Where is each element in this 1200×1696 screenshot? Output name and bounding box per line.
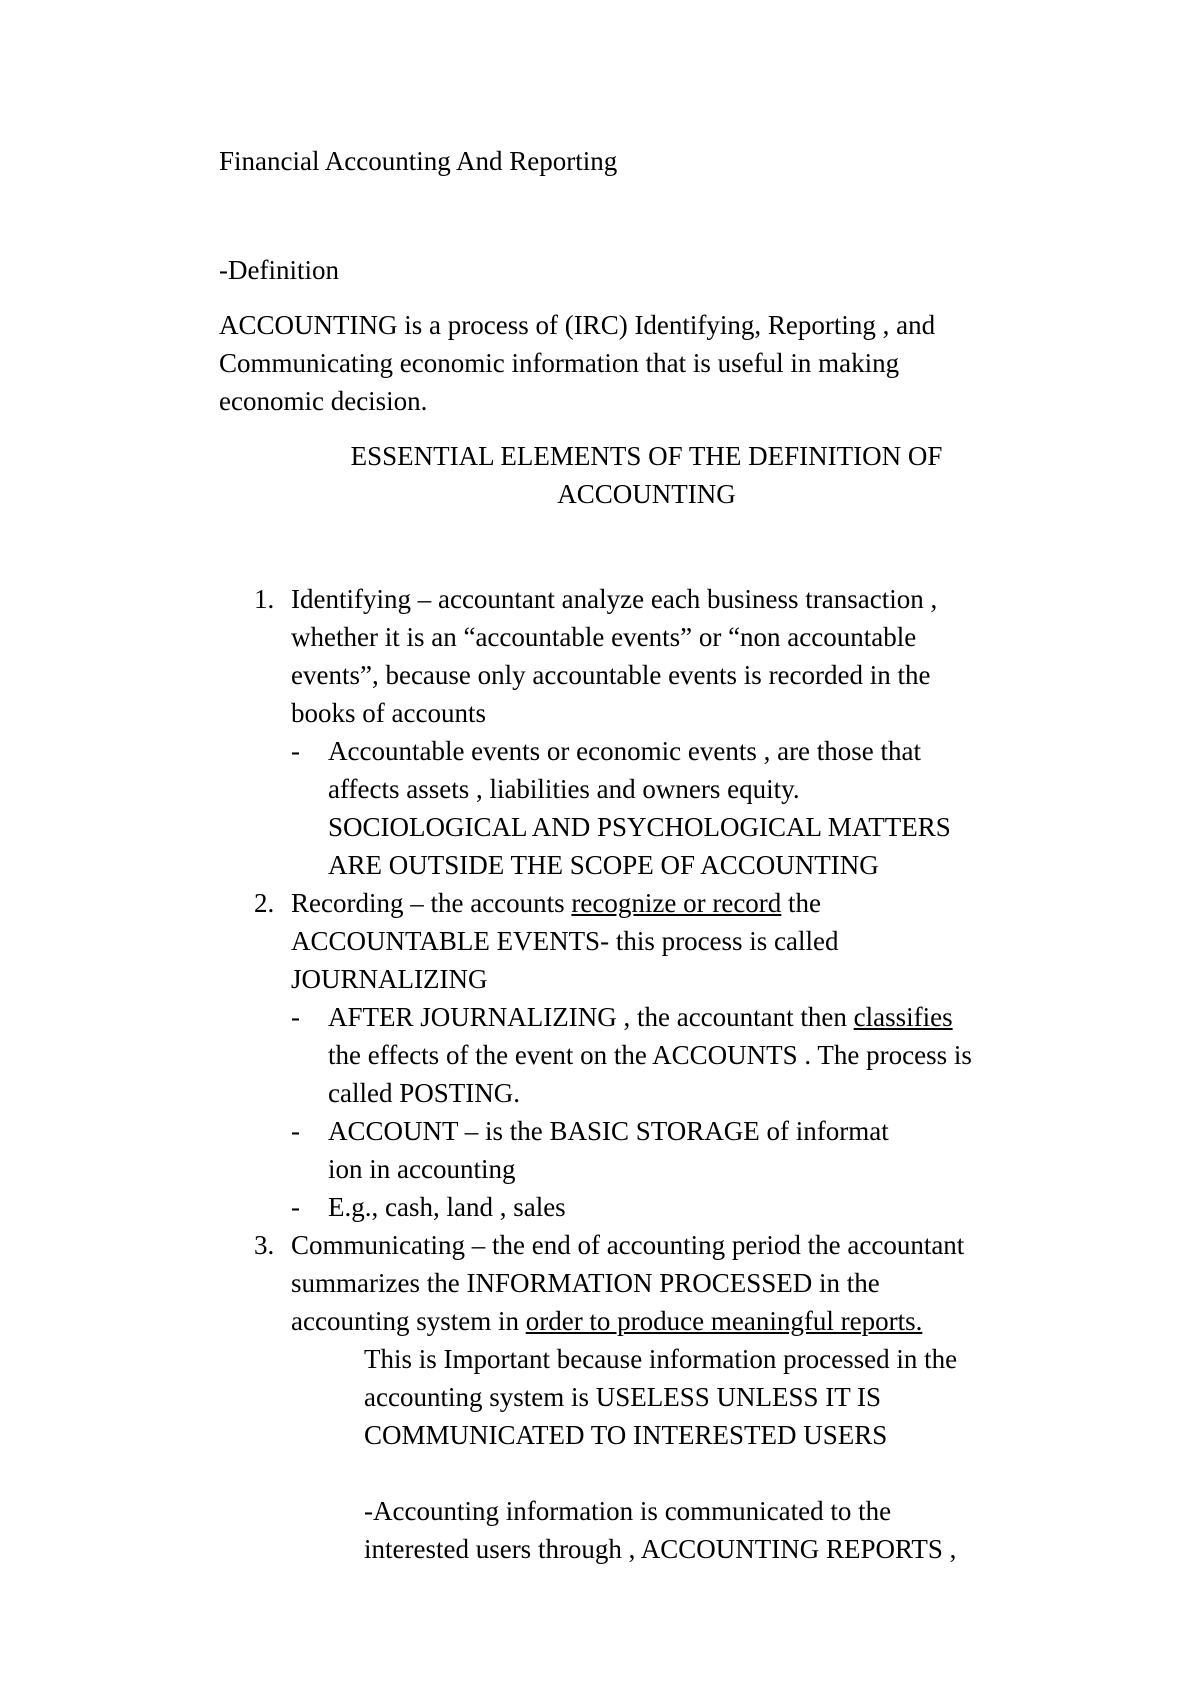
definition-paragraph <box>219 306 1079 420</box>
dash-bullet: - <box>291 736 300 766</box>
list-number: 3. <box>254 1230 275 1260</box>
note-line: -Accounting information is communicated to the <box>364 1496 892 1526</box>
item-line: books of accounts <box>291 698 486 728</box>
note-line: accounting system is USELESS UNLESS IT IS <box>364 1382 882 1412</box>
definition-line: ACCOUNTING is a process of (IRC) Identifying, Reporting , and <box>219 310 936 340</box>
item-line: whether it is an “accountable events” or “non accountable <box>291 622 917 652</box>
list-number: 1. <box>254 584 275 614</box>
sub-item <box>291 732 1200 884</box>
item-line: events”, because only accountable events is recorded in the <box>291 660 931 690</box>
sub-line: SOCIOLOGICAL AND PSYCHOLOGICAL MATTERS <box>328 812 951 842</box>
note-line: COMMUNICATED TO INTERESTED USERS <box>364 1420 888 1450</box>
text-run: accounting system in <box>291 1306 526 1336</box>
item-line <box>291 1302 1200 1340</box>
definition-line: economic decision. <box>219 386 428 416</box>
item-line <box>291 884 1200 922</box>
text-run: the <box>781 888 822 918</box>
sub-item <box>291 1112 1200 1188</box>
sub-line: ARE OUTSIDE THE SCOPE OF ACCOUNTING <box>328 850 879 880</box>
sub-list <box>291 998 1200 1226</box>
sub-line: ACCOUNT – is the BASIC STORAGE of informat <box>328 1116 889 1146</box>
importance-note <box>291 1340 1200 1568</box>
section-heading-line: ACCOUNTING <box>557 479 736 509</box>
sub-item <box>291 1188 1200 1226</box>
list-number: 2. <box>254 888 275 918</box>
sub-line: called POSTING. <box>328 1078 520 1108</box>
underlined-text: order to produce meaningful reports. <box>525 1306 923 1336</box>
dash-bullet: - <box>291 1116 300 1146</box>
underlined-text: classifies <box>853 1002 953 1032</box>
item-line: Communicating – the end of accounting period the accountant <box>291 1230 965 1260</box>
section-heading <box>219 437 1074 513</box>
elements-list <box>0 580 1200 1568</box>
list-item-identifying <box>0 580 1200 884</box>
note-line: This is Important because information processed in the <box>364 1344 958 1374</box>
sub-list <box>291 732 1200 884</box>
sub-line: affects assets , liabilities and owners equity. <box>328 774 800 804</box>
text-run: Recording – the accounts <box>291 888 572 918</box>
sub-item <box>291 998 1200 1112</box>
text-run: AFTER JOURNALIZING , the accountant then <box>328 1002 854 1032</box>
item-line: summarizes the INFORMATION PROCESSED in the <box>291 1268 880 1298</box>
sub-line <box>328 998 1200 1036</box>
paragraph-gap <box>364 1454 1200 1492</box>
item-line: Identifying – accountant analyze each business transaction , <box>291 584 938 614</box>
dash-bullet: - <box>291 1002 300 1032</box>
definition-line: Communicating economic information that is useful in making <box>219 348 900 378</box>
list-item-communicating <box>0 1226 1200 1568</box>
document-title: Financial Accounting And Reporting <box>219 146 618 176</box>
section-heading-line: ESSENTIAL ELEMENTS OF THE DEFINITION OF <box>350 441 943 471</box>
note-line: interested users through , ACCOUNTING REPORTS , <box>364 1534 957 1564</box>
list-item-recording <box>0 884 1200 1226</box>
sub-line: the effects of the event on the ACCOUNTS . The process is <box>328 1040 972 1070</box>
item-line: ACCOUNTABLE EVENTS- this process is called <box>291 926 839 956</box>
item-line: JOURNALIZING <box>291 964 488 994</box>
sub-line: E.g., cash, land , sales <box>328 1192 566 1222</box>
definition-label: -Definition <box>219 255 339 285</box>
dash-bullet: - <box>291 1192 300 1222</box>
sub-line: Accountable events or economic events , are those that <box>328 736 922 766</box>
sub-line: ion in accounting <box>328 1154 516 1184</box>
underlined-text: recognize or record <box>571 888 782 918</box>
